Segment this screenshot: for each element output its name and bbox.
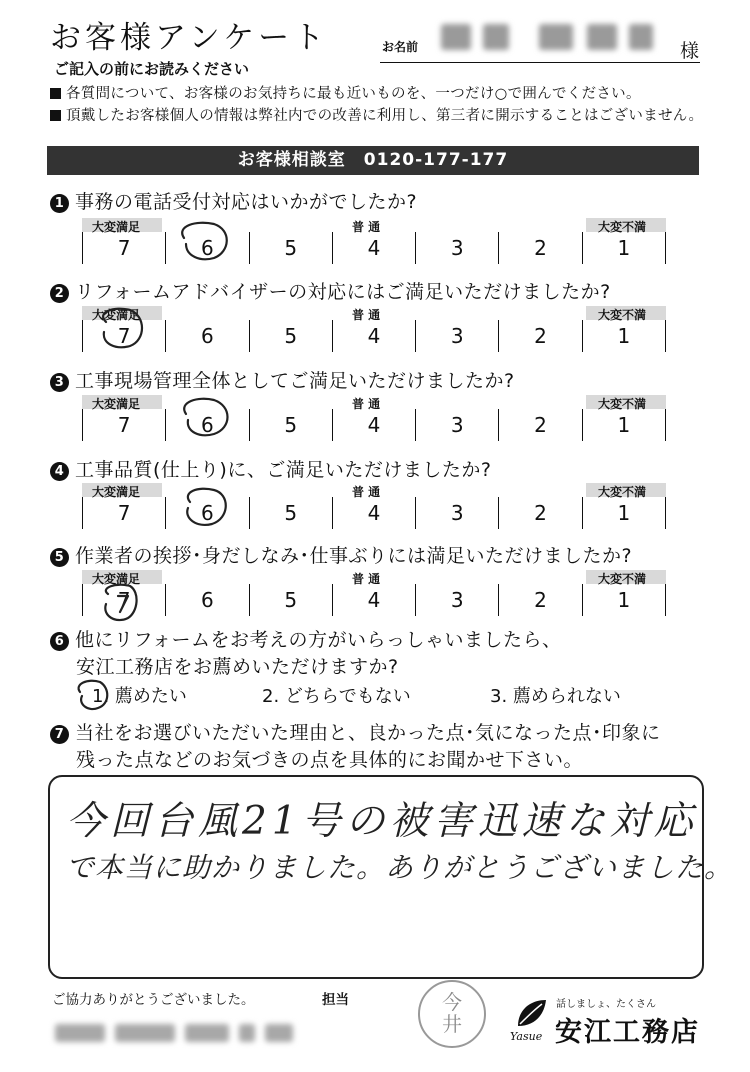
label-very-dissatisfied: 大変不満 <box>598 308 647 322</box>
option-5[interactable]: 5 <box>250 320 333 352</box>
consultation-banner: お客様相談室 0120-177-177 <box>47 146 699 175</box>
question-2-text: リフォームアドバイザーの対応にはご満足いただけましたか? <box>75 281 611 303</box>
thanks-message: ご協力ありがとうございました。 <box>52 992 255 1008</box>
option-2[interactable]: 2 <box>499 497 582 529</box>
company-logo-leaf-icon <box>512 996 552 1032</box>
option-6[interactable]: 6 <box>166 584 249 616</box>
number-circle-icon: 2 <box>50 284 69 303</box>
option-7[interactable]: 7 <box>83 409 166 441</box>
seal-char-bottom: 井 <box>442 1012 462 1036</box>
selection-circle-q6 <box>79 681 108 709</box>
note-1-text: 各質問について、お客様のお気持ちに最も近いものを、一つだけ○で囲んでください。 <box>66 86 641 102</box>
question-1-text: 事務の電話受付対応はいかがでしたか? <box>75 191 418 213</box>
label-very-satisfied: 大変満足 <box>92 308 141 322</box>
option-7[interactable]: 7 <box>83 584 166 616</box>
option-4[interactable]: 4 <box>333 320 416 352</box>
staff-label: 担当 <box>322 992 349 1008</box>
number-circle-icon: 3 <box>50 373 69 392</box>
personal-seal-stamp <box>418 980 486 1048</box>
option-4[interactable]: 4 <box>333 232 416 264</box>
company-script-logo: Yasue <box>510 1030 543 1043</box>
selection-circle-q4 <box>187 489 226 525</box>
selection-circle-q3 <box>184 399 227 435</box>
label-neutral: 普 通 <box>352 397 381 411</box>
question-4-text: 工事品質(仕上り)に、ご満足いただけましたか? <box>75 459 492 481</box>
recommend-option-no[interactable]: 3. 薦められない <box>490 686 621 707</box>
question-7-line-1: 当社をお選びいただいた理由と、良かった点･気になった点･印象に <box>75 722 661 744</box>
option-1[interactable]: 1 <box>617 236 631 260</box>
option-2[interactable]: 2 <box>499 232 582 264</box>
page-title: お客様アンケート <box>50 20 329 56</box>
option-2[interactable]: 2 <box>499 584 582 616</box>
question-7-line-2: 残った点などのお気づきの点を具体的にお聞かせ下さい。 <box>76 749 584 771</box>
recommend-option-neutral[interactable]: 2. どちらでもない <box>262 686 411 707</box>
option-7[interactable]: 7 <box>83 497 166 529</box>
question-5-text: 作業者の挨拶･身だしなみ･仕事ぶりには満足いただけましたか? <box>75 545 633 567</box>
label-very-satisfied: 大変満足 <box>92 220 141 234</box>
option-2[interactable]: 2 <box>499 320 582 352</box>
option-6[interactable]: 6 <box>166 232 249 264</box>
label-very-satisfied: 大変満足 <box>92 485 141 499</box>
number-circle-icon: 7 <box>50 725 69 744</box>
option-4[interactable]: 4 <box>333 497 416 529</box>
option-1[interactable]: 1 <box>617 413 631 437</box>
recommend-option-yes[interactable]: 1. 薦めたい <box>92 686 187 707</box>
handwritten-comment-line-2: で本当に助かりました。ありがとうございました。 <box>66 851 734 884</box>
label-very-dissatisfied: 大変不満 <box>598 572 647 586</box>
number-circle-icon: 1 <box>50 194 69 213</box>
option-2[interactable]: 2 <box>499 409 582 441</box>
question-3-text: 工事現場管理全体としてご満足いただけましたか? <box>75 370 515 392</box>
redacted-staff-info <box>55 1018 295 1050</box>
option-4[interactable]: 4 <box>333 584 416 616</box>
intro-heading: ご記入の前にお読みください <box>54 60 250 78</box>
number-circle-icon: 6 <box>50 632 69 651</box>
label-very-dissatisfied: 大変不満 <box>598 397 647 411</box>
label-very-satisfied: 大変満足 <box>92 572 141 586</box>
option-7[interactable]: 7 <box>83 232 166 264</box>
option-5[interactable]: 5 <box>250 497 333 529</box>
label-very-dissatisfied: 大変不満 <box>598 485 647 499</box>
label-neutral: 普 通 <box>352 308 381 322</box>
label-neutral: 普 通 <box>352 220 381 234</box>
option-4[interactable]: 4 <box>333 409 416 441</box>
handwritten-comment-line-1: 今回台風21号の被害迅速な対応 <box>66 799 698 844</box>
option-6[interactable]: 6 <box>166 409 249 441</box>
option-5[interactable]: 5 <box>250 409 333 441</box>
question-6-line-1: 他にリフォームをお考えの方がいらっしゃいましたら、 <box>75 629 562 651</box>
label-very-satisfied: 大変満足 <box>92 397 141 411</box>
option-6[interactable]: 6 <box>166 320 249 352</box>
honorific: 様 <box>680 40 700 62</box>
option-1[interactable]: 1 <box>617 501 631 525</box>
question-6-line-2: 安江工務店をお薦めいただけますか? <box>76 656 399 678</box>
option-1[interactable]: 1 <box>617 588 631 612</box>
number-circle-icon: 5 <box>50 548 69 567</box>
selection-circle-q2 <box>103 309 142 347</box>
label-very-dissatisfied: 大変不満 <box>598 220 647 234</box>
option-3[interactable]: 3 <box>416 409 499 441</box>
company-name: 安江工務店 <box>555 1017 700 1048</box>
selection-circle-q1 <box>182 223 227 259</box>
note-2-text: 頂戴したお客様個人の情報は弊社内での改善に利用し、第三者に開示することはございません。 <box>66 108 704 124</box>
option-1[interactable]: 1 <box>617 324 631 348</box>
label-neutral: 普 通 <box>352 572 381 586</box>
name-label: お名前 <box>382 40 419 54</box>
option-7[interactable]: 7 <box>83 320 166 352</box>
option-5[interactable]: 5 <box>250 232 333 264</box>
option-3[interactable]: 3 <box>416 232 499 264</box>
seal-char-top: 今 <box>442 990 462 1014</box>
company-tagline: 話しましょ、たくさん <box>556 999 656 1010</box>
option-3[interactable]: 3 <box>416 320 499 352</box>
option-6[interactable]: 6 <box>166 497 249 529</box>
option-3[interactable]: 3 <box>416 497 499 529</box>
number-circle-icon: 4 <box>50 462 69 481</box>
option-5[interactable]: 5 <box>250 584 333 616</box>
label-neutral: 普 通 <box>352 485 381 499</box>
selection-circle-q5 <box>105 585 136 620</box>
option-3[interactable]: 3 <box>416 584 499 616</box>
